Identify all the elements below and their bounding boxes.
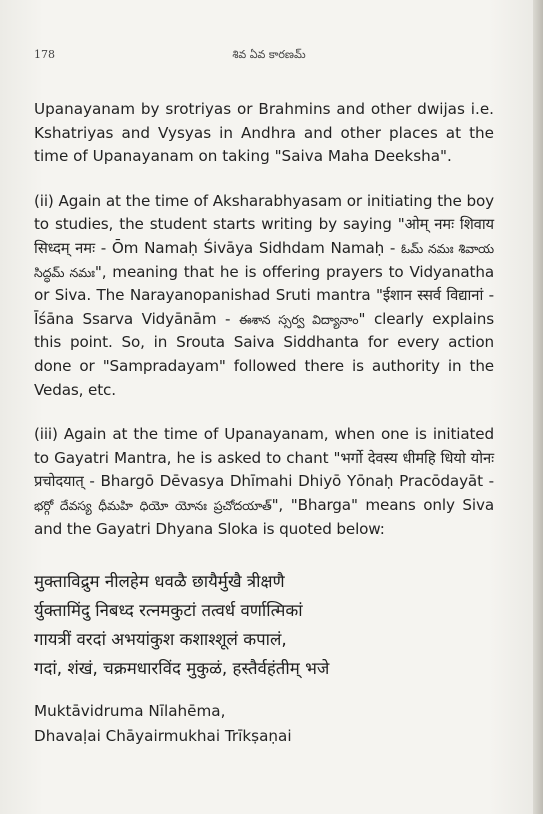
transliteration-line: Muktāvidruma Nīlahēma, bbox=[34, 702, 226, 721]
devanagari-phrase: भर्गो देवस्य धीमहि धियो योनः प्रचोदयात् bbox=[34, 449, 494, 491]
running-title: శివ ఏవ కారణమ్ bbox=[232, 48, 306, 61]
telugu-phrase: ఈశాన స్సర్వ విద్యానాం bbox=[239, 311, 359, 327]
page-edge bbox=[533, 0, 543, 814]
page-number: 178 bbox=[34, 48, 55, 61]
paragraph-1-text: Upanayanam by srotriyas or Brahmins and other dwijas i.e. Kshatriyas and Vysyas in Andhra and other places at the time of Upanayanam on taking "Saiva Maha Deeksha". bbox=[34, 100, 494, 166]
transliteration-phrase: - Īśāna Ssarva Vidyānām - bbox=[34, 286, 494, 328]
verse-line: मुक्ताविद्रुम नीलहेम धवळै छायैर्मुखै त्रीक्षणै bbox=[34, 571, 285, 592]
transliteration-line: Dhavaḷai Chāyairmukhai Trīkṣaṇai bbox=[34, 727, 292, 746]
verse-transliteration bbox=[34, 699, 494, 749]
page-body bbox=[34, 98, 494, 749]
transliteration-phrase: - Ōm Namaḥ Śivāya Sidhdam Namaḥ - bbox=[94, 238, 402, 257]
verse-line: गायत्रीं वरदां अभयांकुश कशाश्शूलं कपालं, bbox=[34, 629, 287, 650]
paragraph-2-text: " clearly explains this point. So, in Srouta Saiva Siddhanta for every action done or "Sampradayam" followed there is authority in the Vedas, etc. bbox=[34, 309, 494, 399]
page-header bbox=[34, 48, 504, 66]
paragraph-3-lead: (iii) Again at the time of Upanayanam, when one is initiated to Gayatri Mantra, he is asked to chant " bbox=[34, 425, 494, 467]
verse-line: गदां, शंखं, चक्रमधारविंद मुकुळं, हस्तैर्वहंतीम् भजे bbox=[34, 658, 330, 679]
transliteration-phrase: - Bhargō Dēvasya Dhīmahi Dhiyō Yōnaḥ Pracōdayāt - bbox=[83, 472, 494, 491]
paragraph-2 bbox=[34, 190, 494, 402]
paragraph-2-lead: (ii) Again at the time of Aksharabhyasam or initiating the boy to studies, the student starts writing by saying " bbox=[34, 191, 494, 234]
paragraph-3 bbox=[34, 423, 494, 541]
devanagari-phrase: ओम् नमः शिवाय सिध्दम् नमः bbox=[34, 216, 494, 257]
telugu-phrase: ఓమ్ నమః శివాయ సిద్ధమ్ నమః bbox=[34, 240, 494, 280]
verse-line: र्युक्तामिंदु निबध्द रत्नमकुटां तत्वर्ध वर्णात्मिकां bbox=[34, 600, 303, 621]
paragraph-2-text: ", meaning that he is offering prayers to Vidyanatha or Siva. The Narayanopanishad Sruti mantra " bbox=[34, 262, 494, 305]
devanagari-phrase: ईशान स्सर्व विद्यानां bbox=[382, 287, 484, 305]
paragraph-1 bbox=[34, 98, 494, 169]
sanskrit-verse bbox=[34, 567, 494, 683]
telugu-phrase: భర్గో దేవస్య ధీమహి ధియో యోనః ప్రచోదయాత్ bbox=[34, 497, 272, 513]
paragraph-3-text: ", "Bharga" means only Siva and the Gayatri Dhyana Sloka is quoted below: bbox=[34, 495, 494, 538]
